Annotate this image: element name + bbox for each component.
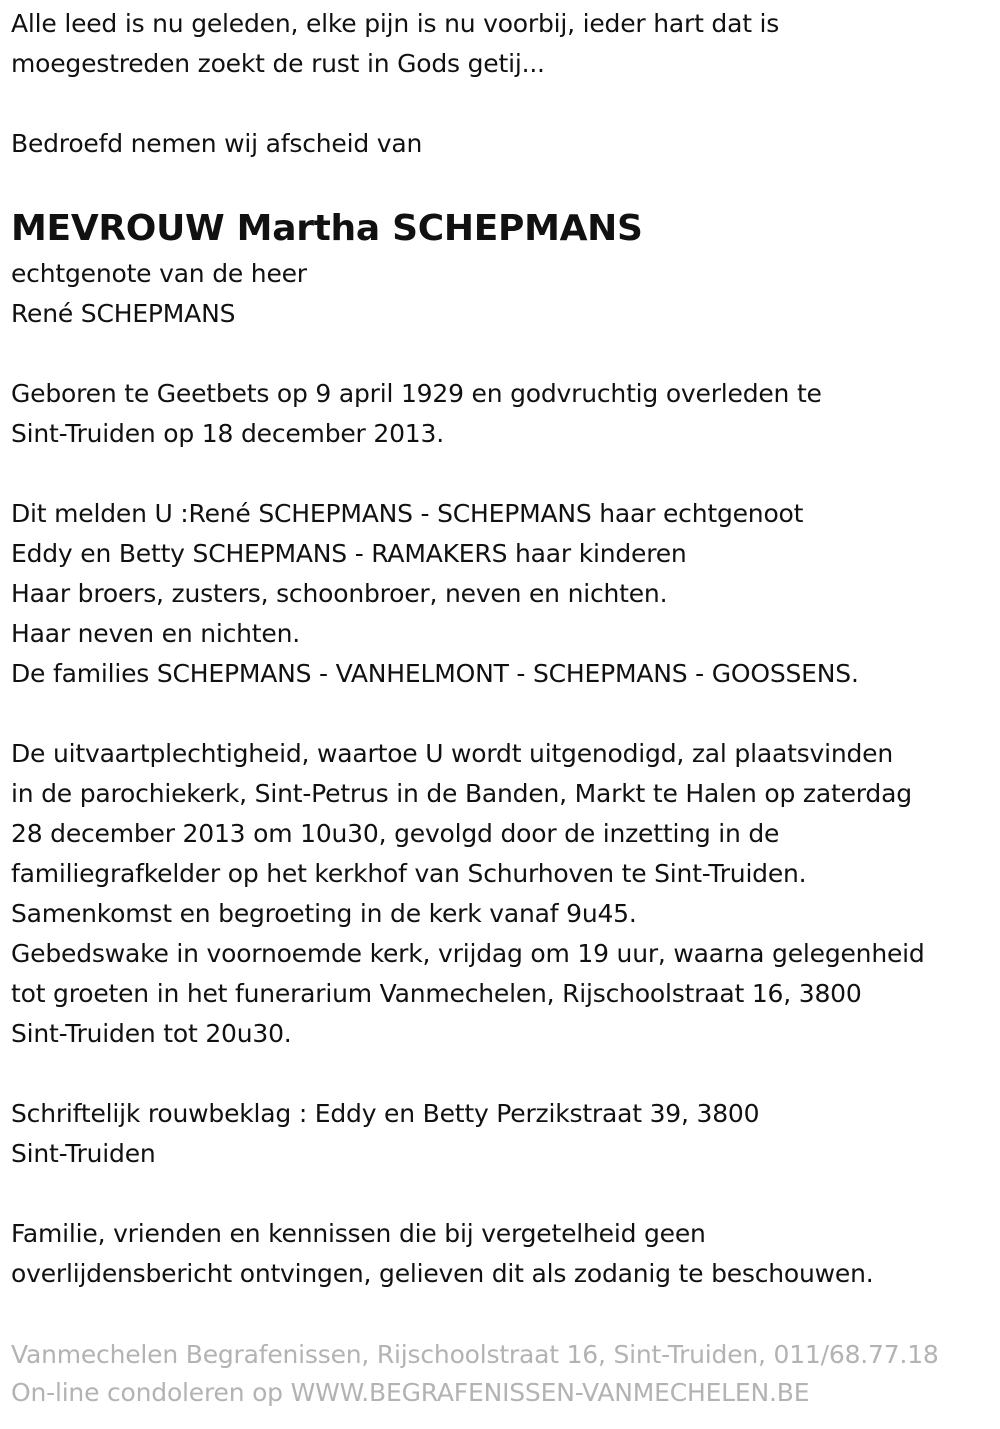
ceremony-line: in de parochiekerk, Sint-Petrus in de Banden, Markt te Halen op zaterdag bbox=[11, 779, 912, 808]
ceremony-block bbox=[11, 734, 996, 1054]
ceremony-line: Gebedswake in voornoemde kerk, vrijdag om 19 uur, waarna gelegenheid bbox=[11, 939, 925, 968]
ceremony-line: Sint-Truiden tot 20u30. bbox=[11, 1019, 292, 1048]
birth-death-block bbox=[11, 374, 996, 454]
ceremony-line: familiegrafkelder op het kerkhof van Schurhoven te Sint-Truiden. bbox=[11, 859, 807, 888]
announcer-line: Haar broers, zusters, schoonbroer, neven en nichten. bbox=[11, 579, 668, 608]
closing-block bbox=[11, 1214, 996, 1294]
condolence-address-line: Schriftelijk rouwbeklag : Eddy en Betty Perzikstraat 39, 3800 bbox=[11, 1099, 760, 1128]
announcer-line: De families SCHEPMANS - VANHELMONT - SCHEPMANS - GOOSSENS. bbox=[11, 659, 859, 688]
birth-death-line: Sint-Truiden op 18 december 2013. bbox=[11, 419, 444, 448]
ceremony-line: Samenkomst en begroeting in de kerk vanaf 9u45. bbox=[11, 899, 637, 928]
intro-text: Bedroefd nemen wij afscheid van bbox=[11, 129, 423, 158]
relation-line: echtgenote van de heer bbox=[11, 259, 307, 288]
poem-line: moegestreden zoekt de rust in Gods getij... bbox=[11, 49, 545, 78]
condolence-address-line: Sint-Truiden bbox=[11, 1139, 156, 1168]
birth-death-line: Geboren te Geetbets op 9 april 1929 en godvruchtig overleden te bbox=[11, 379, 822, 408]
footer bbox=[11, 1336, 996, 1412]
obituary-document bbox=[11, 4, 996, 1412]
condolence-address-block bbox=[11, 1094, 996, 1174]
spouse-name: René SCHEPMANS bbox=[11, 299, 236, 328]
announcers-block bbox=[11, 494, 996, 694]
announcer-line: Dit melden U :René SCHEPMANS - SCHEPMANS haar echtgenoot bbox=[11, 499, 804, 528]
poem-block bbox=[11, 4, 996, 84]
announcer-line: Haar neven en nichten. bbox=[11, 619, 300, 648]
poem-line: Alle leed is nu geleden, elke pijn is nu voorbij, ieder hart dat is bbox=[11, 9, 780, 38]
deceased-name: MEVROUW Martha SCHEPMANS bbox=[11, 208, 643, 249]
announcer-line: Eddy en Betty SCHEPMANS - RAMAKERS haar kinderen bbox=[11, 539, 687, 568]
funeral-home-info: Vanmechelen Begrafenissen, Rijschoolstraat 16, Sint-Truiden, 011/68.77.18 bbox=[11, 1340, 939, 1369]
deceased-block bbox=[11, 202, 996, 334]
closing-line: Familie, vrienden en kennissen die bij vergetelheid geen bbox=[11, 1219, 706, 1248]
ceremony-line: De uitvaartplechtigheid, waartoe U wordt uitgenodigd, zal plaatsvinden bbox=[11, 739, 893, 768]
closing-line: overlijdensbericht ontvingen, gelieven dit als zodanig te beschouwen. bbox=[11, 1259, 874, 1288]
ceremony-line: 28 december 2013 om 10u30, gevolgd door de inzetting in de bbox=[11, 819, 780, 848]
ceremony-line: tot groeten in het funerarium Vanmechelen, Rijschoolstraat 16, 3800 bbox=[11, 979, 862, 1008]
online-condolence-link[interactable]: On-line condoleren op WWW.BEGRAFENISSEN-VANMECHELEN.BE bbox=[11, 1378, 810, 1407]
